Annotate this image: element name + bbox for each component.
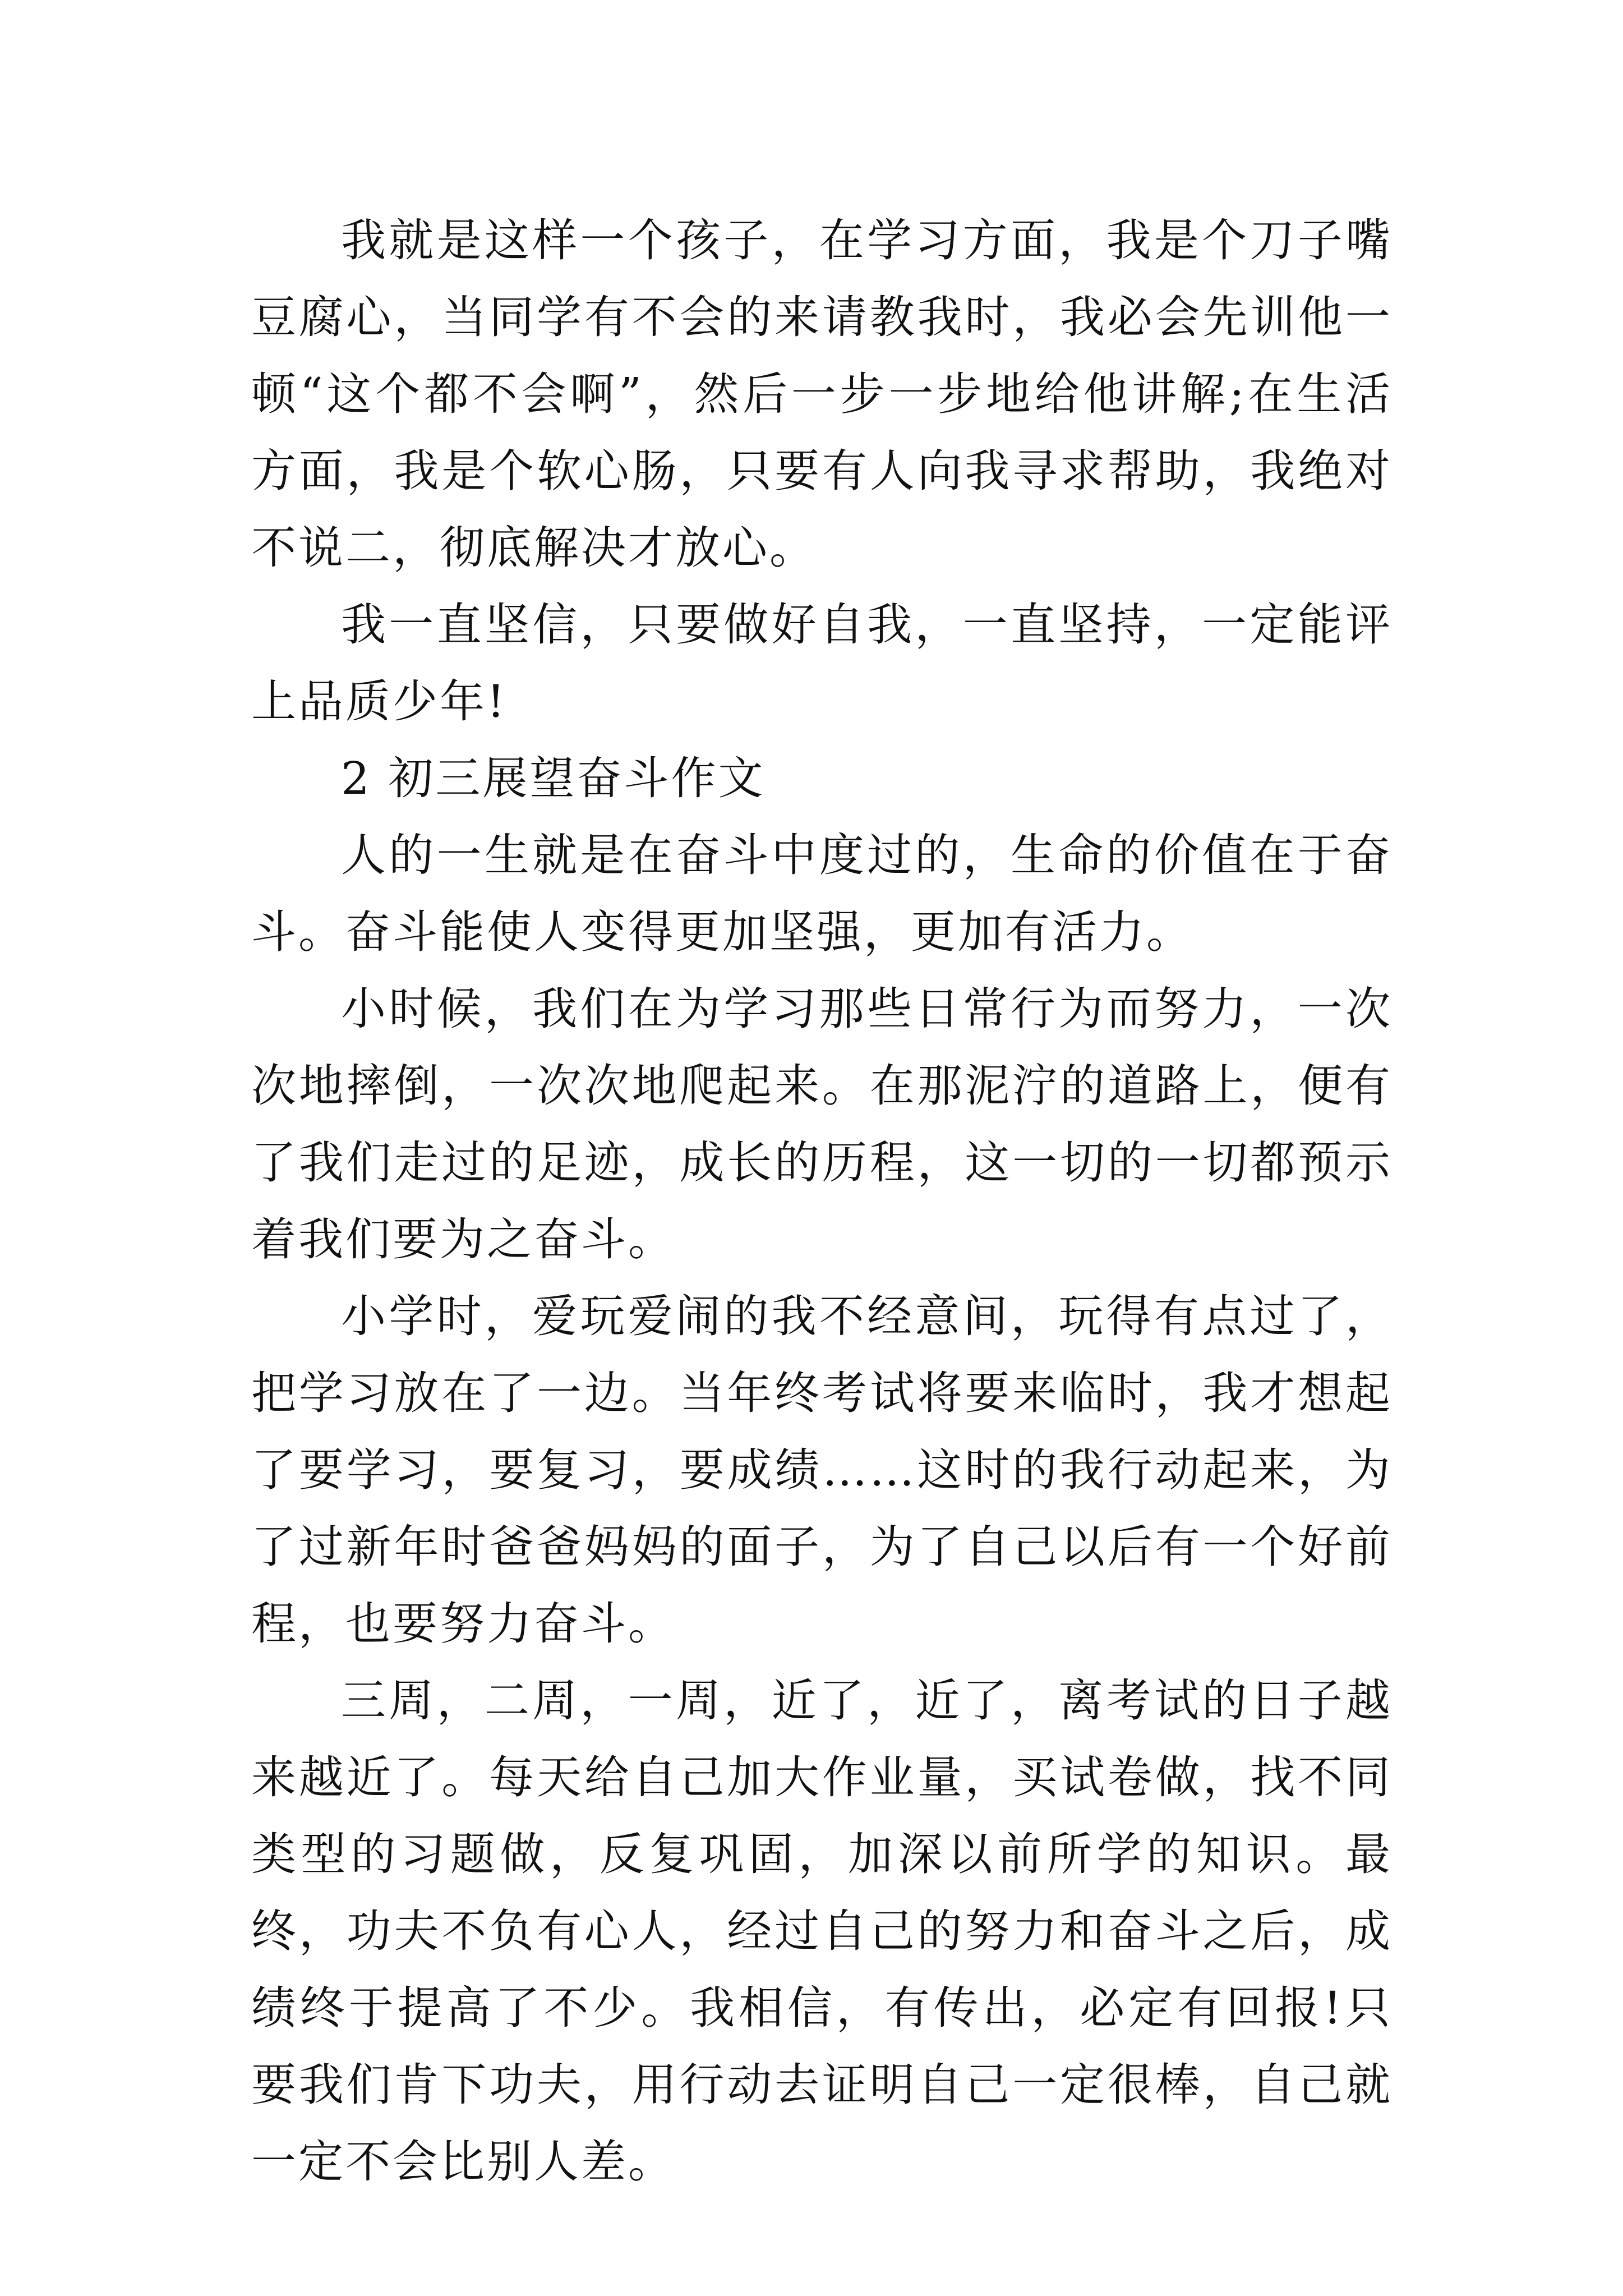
paragraph: 人的一生就是在奋斗中度过的，生命的价值在于奋斗。奋斗能使人变得更加坚强，更加有活力。 [251, 829, 1393, 958]
paragraph: 我一直坚信，只要做好自我，一直坚持，一定能评上品质少年! [251, 599, 1393, 728]
paragraph: 三周，二周，一周，近了，近了，离考试的日子越来越近了。每天给自己加大作业量，买试卷做，找不同类型的习题做，反复巩固，加深以前所学的知识。最终，功夫不负有心人，经过自己的努力和奋斗之后，成绩终于提高了不少。我相信，有传出，必定有回报!只要我们肯下功夫，用行动去证明自己一定很棒，自己就一定不会比别人差。 [251, 1674, 1393, 2188]
paragraph: 我就是这样一个孩子，在学习方面，我是个刀子嘴豆腐心，当同学有不会的来请教我时，我必会先训他一顿“这个都不会啊”，然后一步一步地给他讲解;在生活方面，我是个软心肠，只要有人向我寻求帮助，我绝对不说二，彻底解决才放心。 [251, 214, 1393, 574]
paragraph: 小时候，我们在为学习那些日常行为而努力，一次次地摔倒，一次次地爬起来。在那泥泞的道路上，便有了我们走过的足迹，成长的历程，这一切的一切都预示着我们要为之奋斗。 [251, 983, 1393, 1266]
document-body [251, 202, 1393, 2200]
section-heading: 2 初三展望奋斗作文 [341, 752, 766, 804]
paragraph: 小学时，爱玩爱闹的我不经意间，玩得有点过了，把学习放在了一边。当年终考试将要来临时，我才想起了要学习，要复习，要成绩……这时的我行动起来，为了过新年时爸爸妈妈的面子，为了自己以后有一个好前程，也要努力奋斗。 [251, 1290, 1393, 1650]
